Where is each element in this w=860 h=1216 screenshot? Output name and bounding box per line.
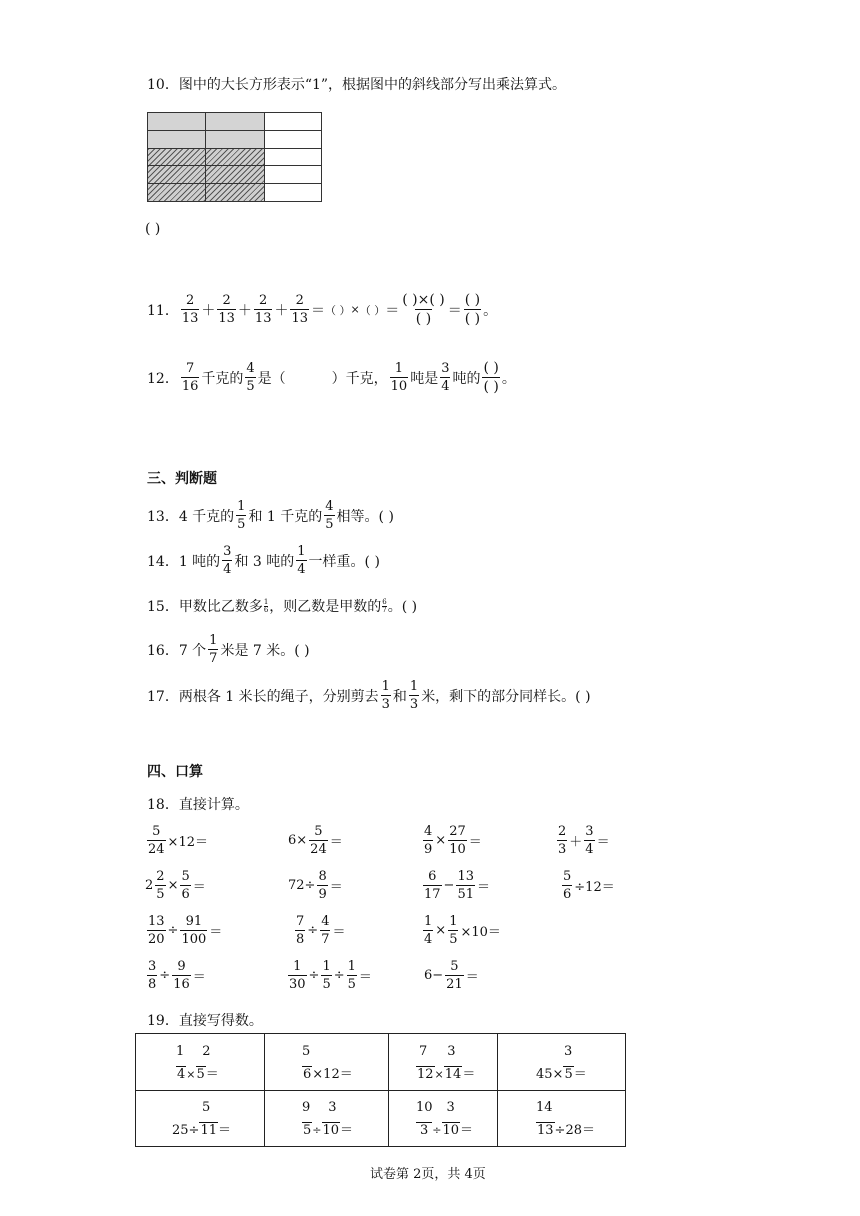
q11-blank-fraction-1[interactable]: ( )×( ) ( ) (402, 292, 445, 327)
q14-answer-blank[interactable]: 一样重。( ) (308, 553, 380, 570)
q18-item: $\frac{1}{4}$ × $\frac{1}{5}$ ×10＝ (424, 914, 501, 947)
q18-item: 2 $\frac{2}{5}$ × $\frac{5}{6}$ ＝ (145, 869, 206, 902)
q19-item: 9 3 5÷10＝ (302, 1100, 354, 1138)
q11-blank-fraction-2[interactable]: ( ) ( ) (464, 292, 481, 327)
q18-item: 2 3 ＋ 3 4 ＝ (558, 824, 610, 857)
q18-item: $\frac{3}{8}$ ÷ $\frac{9}{16}$ ＝ (148, 959, 206, 992)
q19-item: 7 3 12×14＝ (417, 1044, 476, 1082)
q18-item: $\frac{1}{30}$ ÷ $\frac{1}{5}$ ÷ $\frac{1}{5}$ ＝ (289, 959, 372, 992)
q19-item: 10 3 3 ÷10＝ (416, 1100, 474, 1138)
q18-item: $\frac{4}{9}$ × $\frac{27}{10}$ ＝ (424, 824, 482, 857)
q19-table (135, 1033, 626, 1147)
q19-item: 3 45×5＝ (536, 1044, 587, 1082)
q15-line: 15．甲数比乙数多 1 6 ，则乙数是甲数的 6 7 。( ) (147, 597, 418, 615)
q19-item: 1 2 4×5＝ (176, 1044, 219, 1082)
q17-answer-blank[interactable]: 米，剩下的部分同样长。( ) (421, 688, 591, 705)
q12-line: 12． 7 16 千克的 4 5 是（ ）千克， 1 10 吨是 3 4 吨的 ( ) ( ) 。 (147, 360, 516, 395)
q10-text: 10．图中的大长方形表示“1”，根据图中的斜线部分写出乘法算式。 (147, 77, 567, 93)
q18-item: $\frac{5}{24}$ ×12＝ (148, 824, 208, 857)
q18-item: 6 17 − $\frac{13}{51}$ ＝ (424, 869, 491, 902)
q18-item: $\frac{13}{20}$ ÷ $\frac{91}{100}$ ＝ (148, 914, 223, 947)
q18-item: $\frac{7}{8}$ ÷ $\frac{4}{7}$ ＝ (296, 914, 346, 947)
q16-line: 16．7 个 1 7 米是 7 米。( ) (147, 633, 310, 666)
q10-figure (147, 112, 322, 202)
q18-item: 72÷ $\frac{8}{9}$ ＝ (288, 869, 343, 902)
q18-item: 6× $\frac{5}{24}$ ＝ (288, 824, 343, 857)
q12-number: 12． (147, 370, 179, 387)
q11-line: 11． 2 13 ＋ 2 13 ＋ 2 13 ＋ 2 13 ＝ （ ） × （ ） ＝ ( )×( ) ( ) ＝ ( ) ( ) 。 (147, 292, 498, 327)
q19-title: 19．直接写得数。 (147, 1013, 263, 1029)
q13-line: 13．4 千克的 1 5 和 1 千克的 4 5 相等。( ) (147, 499, 394, 532)
q18-title: 18．直接计算。 (147, 797, 249, 813)
q19-item: 5 6×12＝ (302, 1044, 353, 1082)
page-footer: 试卷第 2页，共 4页 (370, 1167, 486, 1182)
q18-item: 6− $\frac{5}{21}$ ＝ (424, 959, 479, 992)
section-4-title: 四、口算 (147, 764, 203, 780)
q11-number: 11． (147, 302, 179, 319)
q14-line: 14．1 吨的 3 4 和 3 吨的 1 4 一样重。( ) (147, 544, 380, 577)
q12-blank-fraction[interactable]: ( ) ( ) (483, 360, 499, 395)
q17-line: 17．两根各 1 米长的绳子，分别剪去 1 3 和 1 3 米，剩下的部分同样长。( ) (147, 679, 591, 712)
q11-blank-2[interactable]: （ ） (359, 303, 386, 317)
q18-item: $\frac{5}{6}$ ÷12＝ (563, 869, 615, 902)
q16-answer-blank[interactable]: 米是 7 米。( ) (220, 642, 310, 659)
q19-item: 5 25÷11＝ (172, 1100, 231, 1138)
q19-item: 14 13÷28＝ (536, 1100, 595, 1138)
section-3-title: 三、判断题 (147, 471, 217, 487)
q13-answer-blank[interactable]: 相等。( ) (336, 508, 394, 525)
q11-blank-1[interactable]: （ ） (325, 303, 351, 317)
q10-answer-blank[interactable]: ( ) (145, 221, 161, 237)
q15-answer-blank[interactable]: 。( ) (387, 599, 418, 615)
